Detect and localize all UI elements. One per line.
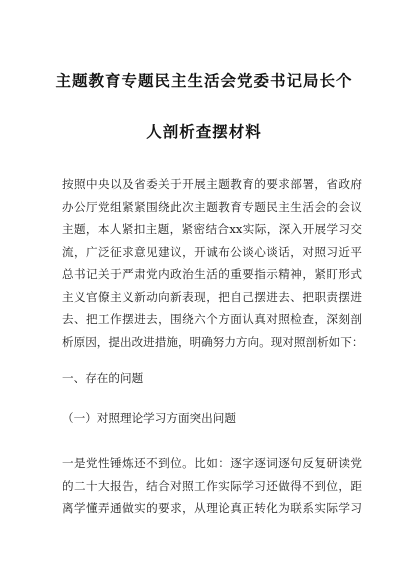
intro-line: 析原因，提出改进措施，明确努力方向。现对照剖析如下： <box>62 334 364 349</box>
section-heading: 一、存在的问题 <box>62 371 144 385</box>
intro-line: 总书记关于严肃党内政治生活的重要指示精神，紧盯形式 <box>62 267 362 281</box>
document-title-line-2: 人剖析查摆材料 <box>146 123 262 141</box>
intro-line: 流，广泛征求意见建议，开诚布公谈心谈话，对照习近平 <box>62 244 362 259</box>
body-line: 离学懂弄通做实的要求，从理论真正转化为联系实际学习 <box>62 501 362 515</box>
subsection-heading: （一）对照理论学习方面突出问题 <box>62 411 236 425</box>
document-title-line-1: 主题教育专题民主生活会党委书记局长个 <box>55 72 353 90</box>
body-line: 的二十大报告，结合对照工作实际学习还做得不到位，距 <box>62 478 362 493</box>
intro-line: 去、把工作摆进去，围绕六个方面认真对照检查，深刻剖 <box>62 312 362 326</box>
intro-line: 主题，本人紧扣主题，紧密结合xx实际，深入开展学习交 <box>62 222 362 236</box>
intro-line: 按照中央以及省委关于开展主题教育的要求部署，省政府 <box>62 177 362 191</box>
intro-line: 办公厅党组紧紧围绕此次主题教育专题民主生活会的会议 <box>62 199 362 214</box>
intro-line: 主义官僚主义新动向新表现，把自己摆进去、把职责摆进 <box>62 289 362 304</box>
body-line: 一是党性锤炼还不到位。比如：逐字逐词逐句反复研读党 <box>62 456 362 470</box>
body-paragraph <box>62 452 362 520</box>
intro-paragraph <box>62 173 362 353</box>
